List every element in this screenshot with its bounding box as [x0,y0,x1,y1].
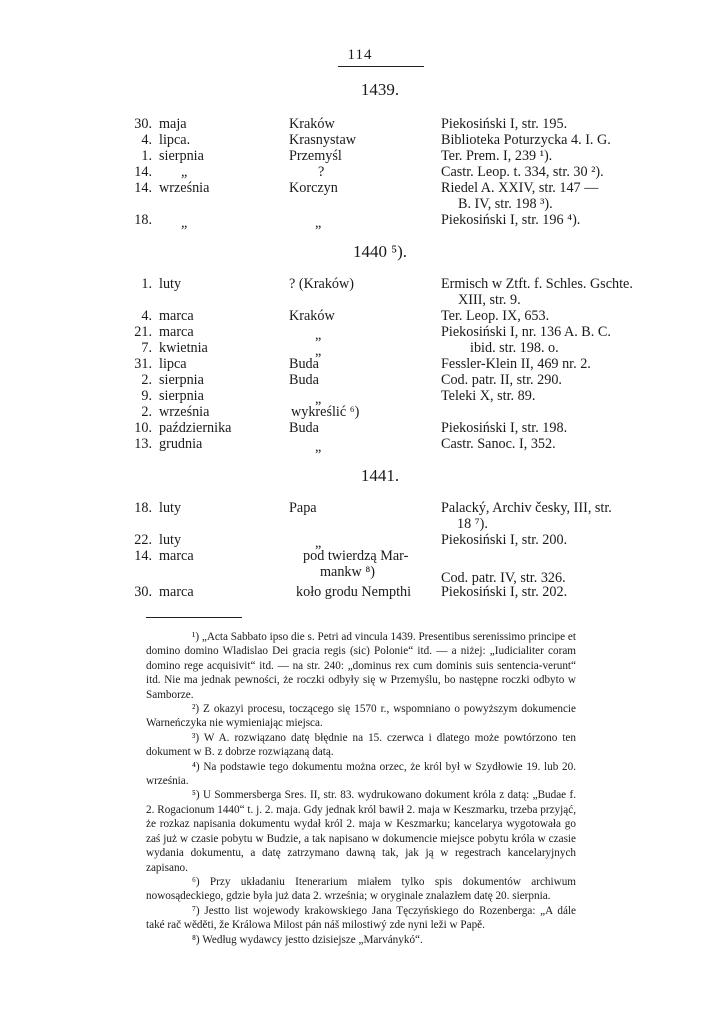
day: 1. [141,276,152,292]
footnote-4: ⁴) Na podstawie tego dokumentu można orzec, że król był w Szydłowie 19. lub 20. września. [146,760,576,788]
place: pod twierdzą Mar- [303,548,409,564]
itinerary-row [0,548,720,564]
place: Krasnystaw [289,132,356,148]
itinerary-row [0,212,720,231]
source-continuation: 18 ⁷). [457,516,488,532]
day: 14. [134,164,152,180]
month: luty [159,532,182,548]
itinerary-row [0,436,720,455]
place-ditto: „ [315,327,322,343]
source: Palacký, Archiv česky, III, str. [441,500,612,516]
place: Buda [289,372,319,388]
place-note: wykreślić ⁶) [291,404,360,420]
day: 31. [134,356,152,372]
place: Przemyśl [289,148,342,164]
month: lipca [159,356,187,372]
source: Teleki X, str. 89. [441,388,536,404]
footnote-6: ⁶) Przy układaniu Itenerarium miałem tylko spis dokumentów archiwum nowosądeckiego, gdzie była już data 2. września; w oryginale znalazłem datę 20. sierpnia. [146,875,576,903]
source: Fessler-Klein II, 469 nr. 2. [441,356,591,372]
month: sierpnia [159,372,204,388]
itinerary-row [0,148,720,164]
place: Korczyn [289,180,338,196]
footnote-8: ⁸) Według wydawcy jestto dzisiejsze „Marványkó“. [192,933,423,946]
day: 1. [141,148,152,164]
day: 21. [134,324,152,340]
day: 14. [134,548,152,564]
day: 2. [141,404,152,420]
month: luty [159,276,182,292]
footnote-7: ⁷) Jestto list wojewody krakowskiego Jana Tęczyńskiego do Rozenberga: „A dále také rač wěděti, že Králowa Milost pán náš milostiwý zde nyni leži w Papě. [146,904,576,932]
source: Ter. Leop. IX, 653. [441,308,550,324]
month: grudnia [159,436,203,452]
month: marca [159,548,194,564]
source: Piekosiński I, str. 198. [441,420,568,436]
place-ditto: „ [315,535,322,551]
month: kwietnia [159,340,208,356]
day: 7. [141,340,152,356]
page-number: 114 [347,47,373,63]
itinerary-row [0,584,720,600]
source: Piekosiński I, str. 195. [441,116,568,132]
source: Riedel A. XXIV, str. 147 — [441,180,599,196]
source: Castr. Leop. t. 334, str. 30 ²). [441,164,604,180]
month: września [159,180,210,196]
footnote-separator [146,617,242,618]
place: koło grodu Nempthi [296,584,412,600]
day: 9. [141,388,152,404]
itinerary-row [0,164,720,180]
source: Piekosiński I, str. 200. [441,532,568,548]
place-ditto: „ [315,215,322,231]
itinerary-row [0,372,720,388]
place: Kraków [289,308,335,324]
source: ibid. str. 198. o. [470,340,559,356]
itinerary-row [0,356,720,372]
day: 30. [134,584,152,600]
year-heading-1440: 1440 ⁵). [352,242,408,261]
itinerary-row [0,308,720,324]
source: Piekosiński I, str. 202. [441,584,568,600]
year-heading-1441: 1441. [360,466,400,485]
source: Cod. patr. II, str. 290. [441,372,562,388]
year-heading-1439: 1439. [360,80,400,99]
source-continuation: B. IV, str. 198 ³). [458,196,553,212]
itinerary-row-continuation [0,196,720,212]
source: Piekosiński I, str. 196 ⁴). [441,212,581,228]
day: 14. [134,180,152,196]
place: Papa [289,500,317,516]
month: maja [159,116,187,132]
source: Piekosiński I, nr. 136 A. B. C. [441,324,611,340]
source: Biblioteka Poturzycka 4. I. G. [441,132,611,148]
month: marca [159,324,194,340]
place-ditto: „ [315,439,322,455]
month: września [159,404,210,420]
day: 18. [134,212,152,228]
source: Castr. Sanoc. I, 352. [441,436,556,452]
itinerary-row [0,420,720,436]
day: 13. [134,436,152,452]
footnote-2: ²) Z okazyi procesu, toczącego się 1570 r., wspomniano o powyższym dokumencie Warneńczyka nie wymieniając miejsca. [146,703,576,730]
itinerary-row [0,180,720,196]
place-ditto: „ [315,391,322,407]
source: Cod. patr. IV, str. 326. [441,570,566,586]
footnote-3: ³) W A. rozwiązano datę błędnie na 15. czerwca i dlatego może powtórzono ten dokument w B. z dobrze rozwiązaną datą. [146,731,576,759]
place: Kraków [289,116,335,132]
month: luty [159,500,182,516]
month: października [159,420,232,436]
itinerary-row-continuation [0,564,720,586]
itinerary-row [0,340,720,359]
itinerary-row [0,276,720,292]
month-ditto: „ [181,164,188,180]
place: ? [318,164,325,180]
month: lipca. [159,132,191,148]
itinerary-row [0,404,720,420]
month: sierpnia [159,388,204,404]
itinerary-row-continuation [0,292,720,308]
itinerary-row-continuation [0,516,720,532]
day: 18. [134,500,152,516]
itinerary-row [0,500,720,516]
itinerary-row [0,388,720,407]
itinerary-row [0,116,720,132]
source: Ermisch w Ztft. f. Schles. Gschte. [441,276,633,292]
day: 30. [134,116,152,132]
place-continuation: mankw ⁸) [320,564,375,580]
day: 4. [141,132,152,148]
page-number-rule [338,66,424,67]
source: Ter. Prem. I, 239 ¹). [441,148,553,164]
place-ditto: „ [315,343,322,359]
month: sierpnia [159,148,204,164]
place: Buda [289,420,319,436]
source-continuation: XIII, str. 9. [458,292,521,308]
itinerary-row [0,532,720,551]
day: 10. [134,420,152,436]
day: 2. [141,372,152,388]
month: marca [159,584,194,600]
footnote-5: ⁵) U Sommersberga Sres. II, str. 83. wydrukowano dokument króla z datą: „Budae f. 2. Rogacionum 1440“ t. j. 2. maja. Gdy jednak król bawił 2. maja w Keszmarku, trzeba przyjąć, że rozkaz napisania dokumentu wydał król 2. maja w Keszmarku; kancelarya wygotowała go zaś już w czasie pobytu w Budzie, a tak napisano w dokumencie miejsce pobytu króla w czasie wydania dokumentu, a datę zatrzymano dawną tak, jak ją w regestrach kancelaryjnych zapisano. [146,789,576,874]
itinerary-row [0,132,720,148]
month: marca [159,308,194,324]
month-ditto: „ [181,215,188,231]
place: Buda [289,356,319,372]
itinerary-row [0,324,720,343]
day: 22. [134,532,152,548]
footnote-1: ¹) „Acta Sabbato ipso die s. Petri ad vincula 1439. Presentibus serenissimo principe et domino domino Wladislao Dei gracia regis (sic) Polonie“ itd. — a niżej: „Iudicialiter coram domino rege acquisivit“ itd. — na str. 240: „dominus rex cum dominis suis sentencia-verunt“ itd. Nie ma jednak pewności, że roczki odbyły się w Przemyślu, bo następne roczki odbyto w Samborze. [146,631,576,701]
place: ? (Kraków) [289,276,354,292]
day: 4. [141,308,152,324]
footnotes [146,630,576,947]
